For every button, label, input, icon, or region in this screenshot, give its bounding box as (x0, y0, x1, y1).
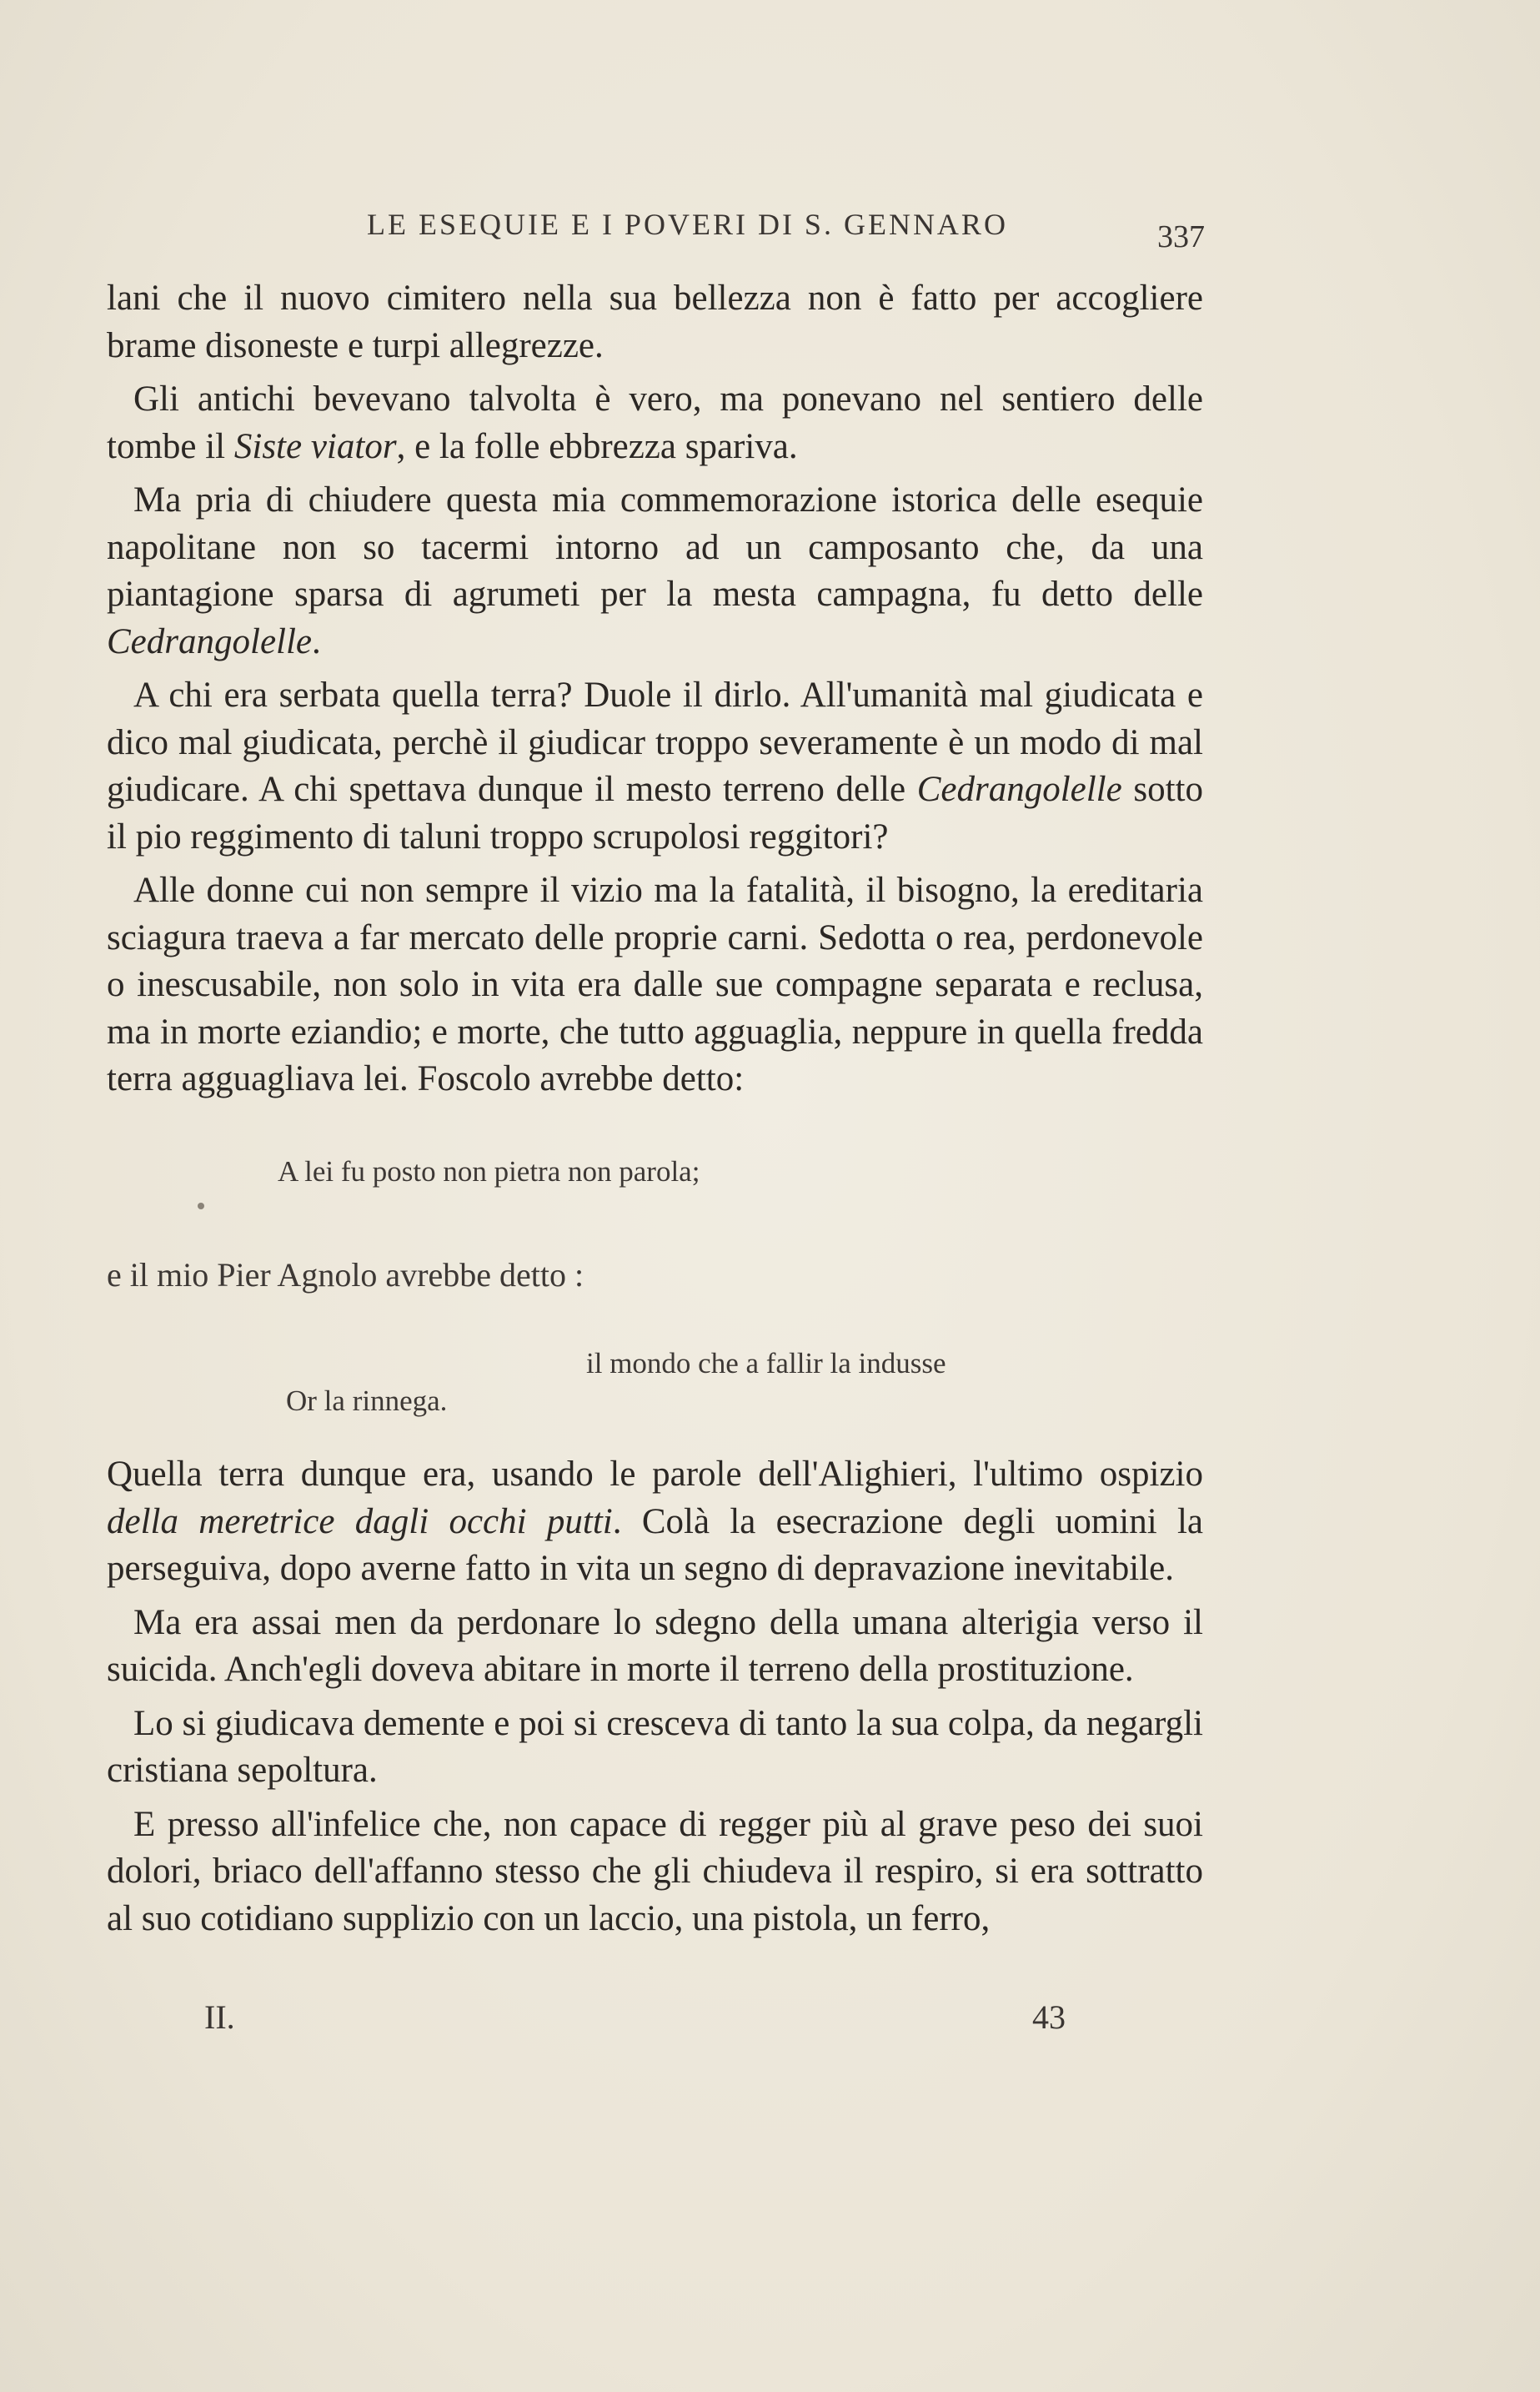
verse-quote-foscolo: A lei fu posto non pietra non parola; (278, 1155, 700, 1188)
text-run: sotto il pio reggimento di taluni troppo scrupolosi reggitori? (107, 770, 1203, 857)
paragraph (107, 867, 1203, 1103)
text-run: A chi era serbata quella terra? Duole il dirlo. All'umanità mal giudicata e dico mal giudicata, perchè il giudicar troppo severamente è un modo di mal giudicare. A chi spettava dunque il mesto terreno delle (107, 676, 1203, 809)
paragraph (107, 477, 1203, 666)
page-footer (0, 1998, 1540, 2048)
text-run: lani che il nuovo cimitero nella sua bellezza non è fatto per accogliere brame disoneste e turpi allegrezze. (107, 279, 1203, 365)
body-text-top (107, 275, 1203, 1103)
paragraph (107, 376, 1203, 470)
body-text-bottom (107, 1451, 1203, 1942)
paragraph (107, 275, 1203, 369)
intro-line: e il mio Pier Agnolo avrebbe detto : (107, 1256, 584, 1294)
text-run: Alle donne cui non sempre il vizio ma la fatalità, il bisogno, la ereditaria sciagura traeva a far mercato delle proprie carni. Sedotta o rea, perdonevole o inescusabile, non solo in vita era dalle sue compagne separata e reclusa, ma in morte eziandio; e morte, che tutto agguaglia, neppure in quella fredda terra agguagliava lei. Foscolo avrebbe detto: (107, 871, 1203, 1098)
text-run: . Colà la esecrazione degli uomini la perseguiva, dopo averne fatto in vita un segno di depravazione inevitabile. (107, 1501, 1203, 1588)
paragraph (107, 1451, 1203, 1593)
text-run: Ma era assai men da perdonare lo sdegno della umana alterigia verso il suicida. Anch'egli doveva abitare in morte il terreno della prostituzione. (107, 1602, 1203, 1689)
paragraph (107, 1701, 1203, 1795)
paragraph (107, 1802, 1203, 1943)
page-number: 337 (1157, 219, 1205, 254)
running-title: LE ESEQUIE E I POVERI DI S. GENNARO (367, 208, 1008, 241)
ink-speck (198, 1203, 204, 1209)
italic-phrase: Cedrangolelle (916, 770, 1122, 809)
text-run: Quella terra dunque era, usando le parole dell'Alighieri, l'ultimo ospizio (107, 1455, 1203, 1494)
text-run: Gli antichi bevevano talvolta è vero, ma ponevano nel sentiero delle tombe il (107, 379, 1203, 466)
text-run: Ma pria di chiudere questa mia commemorazione istorica delle esequie napolitane non so tacermi intorno ad un camposanto che, da una piantagione sparsa di agrumeti per la mesta campagna, fu detto delle (107, 480, 1203, 614)
paragraph (107, 1600, 1203, 1694)
italic-phrase: Siste viator (233, 426, 397, 466)
signature-mark: 43 (1032, 1998, 1066, 2036)
text-run: Lo si giudicava demente e poi si cresceva di tanto la sua colpa, da negargli cristiana sepoltura. (107, 1703, 1203, 1790)
verse-quote-line-2: Or la rinnega. (286, 1384, 448, 1417)
text-run: E presso all'infelice che, non capace di regger più al grave peso dei suoi dolori, briaco dell'affanno stesso che gli chiudeva il respiro, si era sottratto al suo cotidiano supplizio con un laccio, una pistola, un ferro, (107, 1804, 1203, 1938)
volume-mark: II. (204, 1998, 235, 2036)
paragraph (107, 672, 1203, 861)
italic-phrase: Cedrangolelle (107, 621, 313, 661)
page-header (0, 207, 1540, 257)
verse-quote-line-1: il mondo che a fallir la indusse (586, 1347, 946, 1379)
italic-phrase: della meretrice dagli occhi putti (107, 1501, 613, 1541)
text-run: . (312, 621, 321, 661)
text-run: , e la folle ebbrezza spariva. (396, 426, 798, 466)
